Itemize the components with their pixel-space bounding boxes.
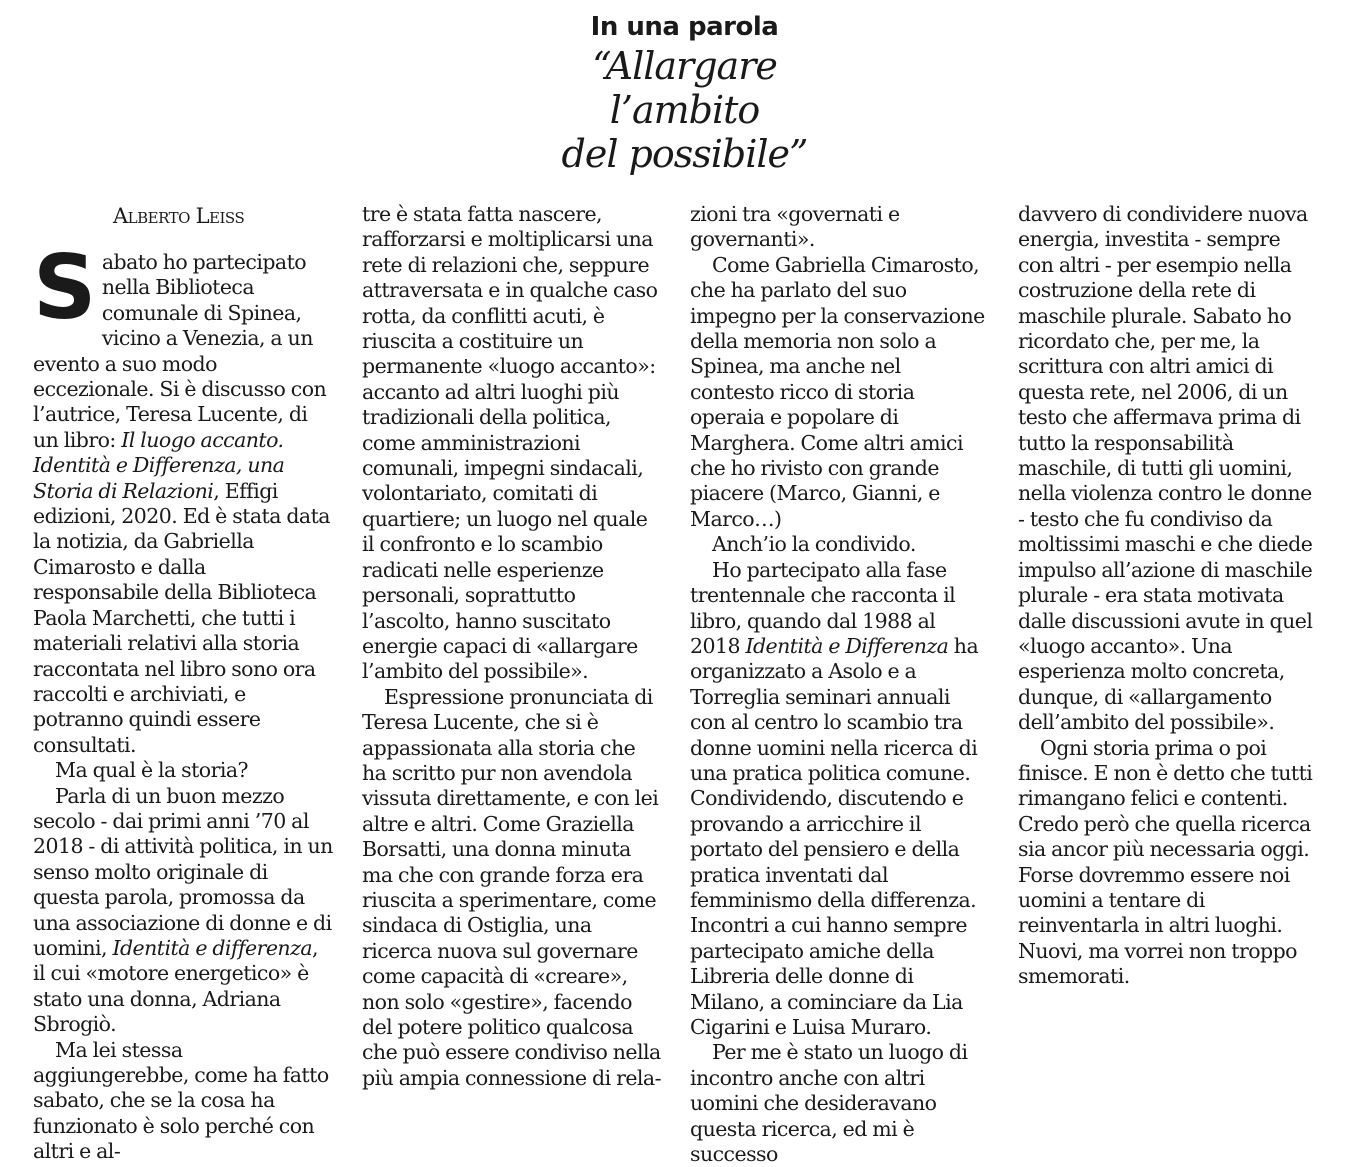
article-paragraph bbox=[33, 758, 333, 783]
article-paragraph bbox=[362, 685, 662, 1092]
article-headline bbox=[0, 44, 1369, 176]
byline: Alberto Leiss bbox=[113, 204, 245, 228]
paragraph-text: tre è stata fatta nascere, rafforzarsi e moltiplicarsi una rete di relazioni che, seppure attraversata e in qualche caso rotta, da conflitti acuti, è riuscita a costituire un permanente «luogo accanto»: accanto ad altri luoghi più tradizionali della politica, come amministrazioni comunali, impegni sindacali, volontariato, comitati di quartiere; un luogo nel quale il confronto e lo scambio radicati nelle esperienze personali, soprattutto l’ascolto, hanno suscitato energie capaci di «allargare l’ambito del possibile». bbox=[362, 202, 658, 684]
paragraph-text: Anch’io la condivido. bbox=[712, 532, 916, 557]
article-column-1 bbox=[33, 202, 333, 1165]
paragraph-text: Per me è stato un luogo di incontro anche con altri uomini che desideravano questa ricerca, ed mi è successo bbox=[690, 1040, 968, 1167]
article-paragraph bbox=[690, 1040, 990, 1167]
article-paragraph bbox=[1018, 736, 1318, 990]
paragraph-text: Parla di un buon mezzo secolo - dai primi anni ’70 al 2018 - di attività politica, in un senso molto originale di questa parola, promossa da una associazione di donne e di uomini, Identità e differenza, il cui «motore energetico» è stato una donna, Adriana Sbrogiò. bbox=[33, 783, 333, 1037]
headline-line: l’ambito bbox=[609, 88, 760, 132]
paragraph-text: abato ho partecipato nella Biblioteca comunale di Spinea, vicino a Venezia, a un evento a suo modo eccezionale. Si è discusso con l’autrice, Teresa Lucente, di un libro: Il luogo accanto. Identità e Differenza, una Storia di Relazioni, Effigi edizioni, 2020. Ed è stata data la notizia, da Gabriella Cimarosto e dalla responsabile della Biblioteca Paola Marchetti, che tutti i materiali relativi alla storia raccontata nel libro sono ora raccolti e archiviati, e potranno quindi essere consultati. bbox=[33, 250, 330, 757]
headline-line: “Allargare bbox=[592, 44, 777, 88]
article-column-3 bbox=[690, 202, 990, 1167]
paragraph-text: Ho partecipato alla fase trentennale che racconta il libro, quando dal 1988 al 2018 Identità e Differenza ha organizzato a Asolo e a Torreglia seminari annuali con al centro lo scambio tra donne uomini nella ricerca di una pratica politica comune. Condividendo, discutendo e provando a arricchire il portato del pensiero e della pratica inventati dal femminismo della differenza. Incontri a cui hanno sempre partecipato amiche della Libreria delle donne di Milano, a cominciare da Lia Cigarini e Luisa Muraro. bbox=[690, 557, 979, 1039]
article-paragraph bbox=[33, 1038, 333, 1165]
paragraph-text: Ogni storia prima o poi finisce. E non è detto che tutti rimangano felici e contenti. Credo però che quella ricerca sia ancor più necessaria oggi. Forse dovremmo essere noi uomini a tentare di reinventarla in altri luoghi. Nuovi, ma vorrei non troppo smemorati. bbox=[1018, 735, 1313, 989]
paragraph-text: zioni tra «governati e governanti». bbox=[690, 202, 900, 252]
headline-line: del possibile” bbox=[561, 132, 808, 176]
article-paragraph bbox=[690, 253, 990, 532]
article-column-4 bbox=[1018, 202, 1318, 990]
article-paragraph bbox=[690, 558, 990, 1041]
paragraph-text: Ma lei stessa aggiungerebbe, come ha fatto sabato, che se la cosa ha funzionato è solo perché con altri e al- bbox=[33, 1037, 329, 1164]
article-kicker: In una parola bbox=[590, 12, 779, 42]
article-column-2 bbox=[362, 202, 662, 1091]
article-paragraph bbox=[1018, 202, 1318, 736]
article-paragraph bbox=[33, 236, 333, 758]
paragraph-text: Come Gabriella Cimarosto, che ha parlato del suo impegno per la conservazione della memoria non solo a Spinea, ma anche nel contesto ricco di storia operaia e popolare di Marghera. Come altri amici che ho rivisto con grande piacere (Marco, Gianni, e Marco…) bbox=[690, 252, 985, 531]
article-paragraph bbox=[690, 202, 990, 253]
paragraph-text: Ma qual è la storia? bbox=[55, 758, 248, 783]
article-paragraph bbox=[362, 202, 662, 685]
article-paragraph bbox=[690, 532, 990, 557]
article-paragraph bbox=[33, 784, 333, 1038]
paragraph-text: davvero di condividere nuova energia, investita - sempre con altri - per esempio nella costruzione della rete di maschile plurale. Sabato ho ricordato che, per me, la scrittura con altri amici di questa rete, nel 2006, di un testo che affermava prima di tutto la responsabilità maschile, di tutti gli uomini, nella violenza contro le donne - testo che fu condiviso da moltissimi maschi e che diede impulso all’azione di maschile plurale - era stata motivata dalle discussioni avute in quel «luogo accanto». Una esperienza molto concreta, dunque, di «allargamento dell’ambito del possibile». bbox=[1018, 202, 1313, 735]
paragraph-text: Espressione pronunciata di Teresa Lucente, che si è appassionata alla storia che ha scritto pur non avendola vissuta direttamente, e con lei altre e altri. Come Graziella Borsatti, una donna minuta ma che con grande forza era riuscita a sperimentare, come sindaca di Ostiglia, una ricerca nuova sul governare come capacità di «creare», non solo «gestire», facendo del potere politico qualcosa che può essere condiviso nella più ampia connessione di rela- bbox=[362, 684, 661, 1090]
drop-cap: S bbox=[33, 236, 96, 339]
